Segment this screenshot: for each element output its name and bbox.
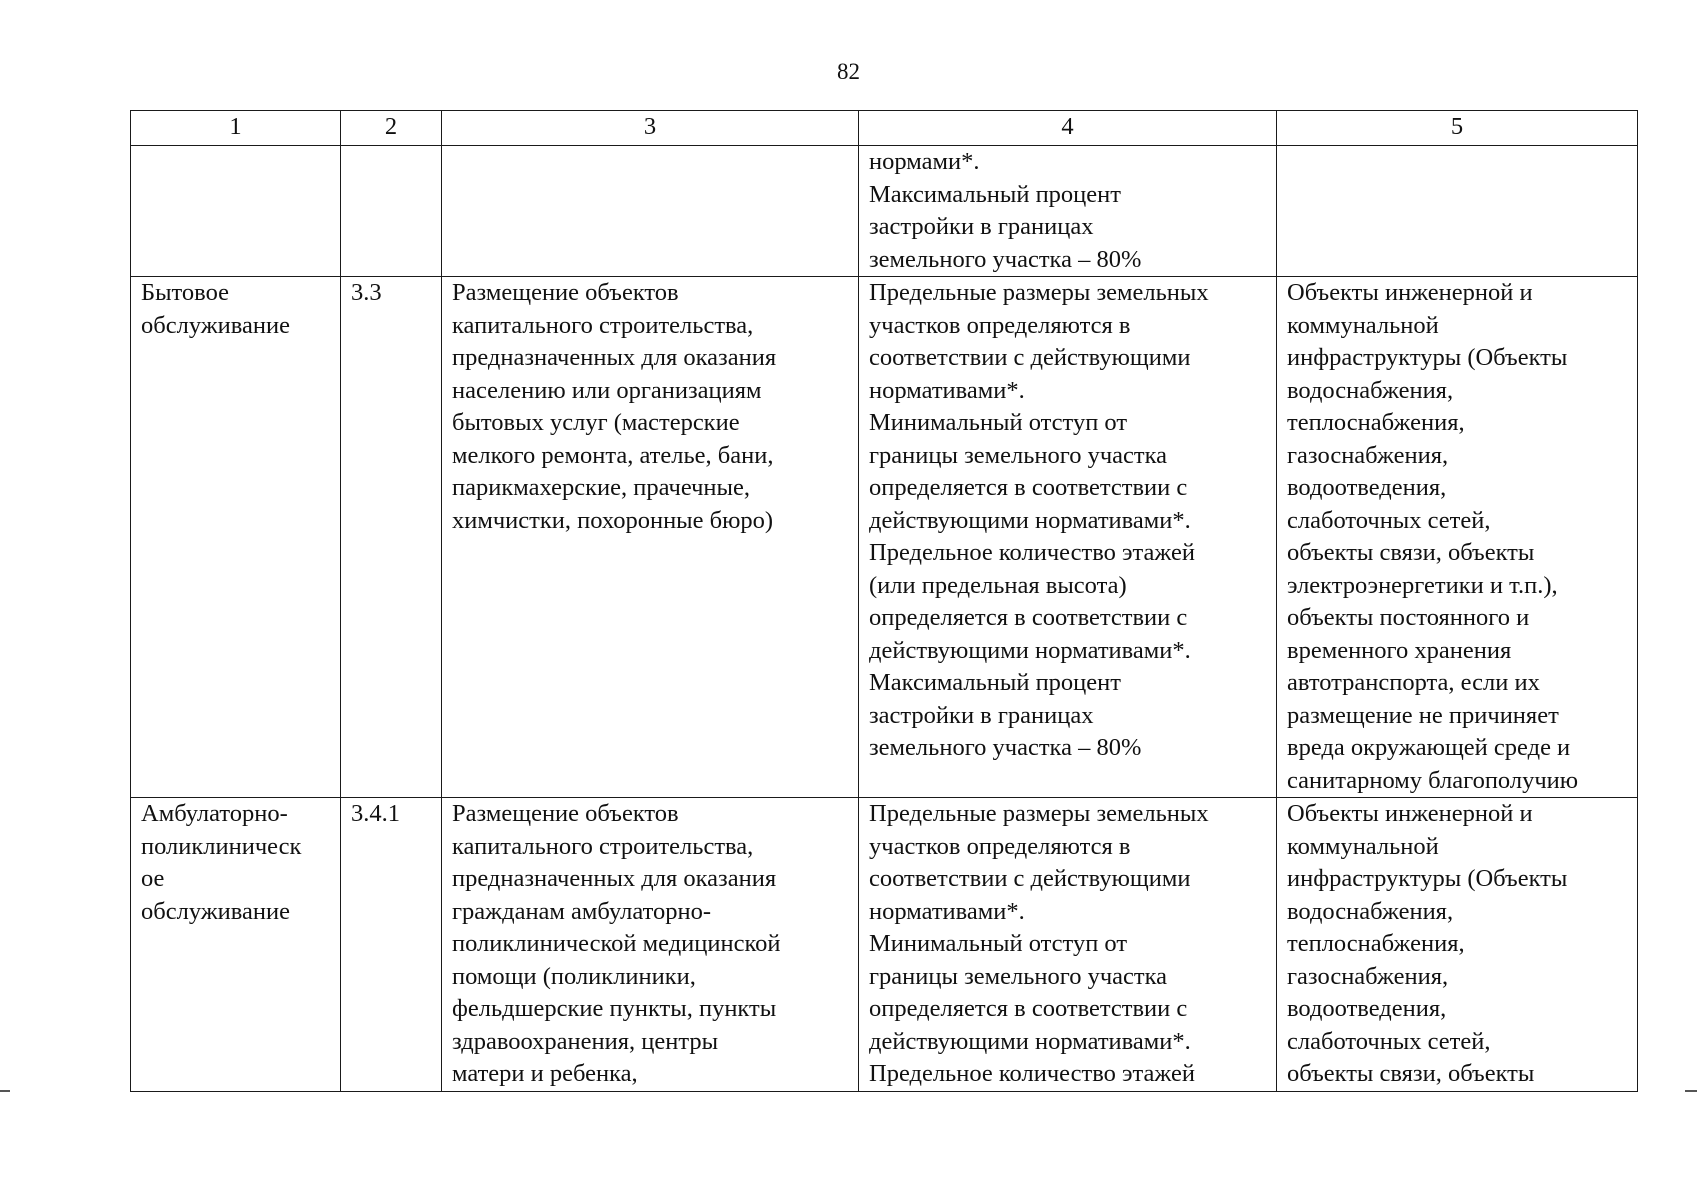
text-line: населению или организациям: [452, 376, 762, 404]
text-line: мелкого ремонта, ателье, бани,: [452, 441, 774, 469]
text-line: водоотведения,: [1287, 995, 1447, 1022]
text-line: определяется в соответствии с: [869, 995, 1188, 1022]
text-line: нормативами*.: [869, 376, 1025, 404]
text-line: Предельное количество этажей: [869, 1060, 1195, 1087]
cell-allowed-objects: [1277, 798, 1638, 1092]
text-line: коммунальной: [1287, 832, 1439, 860]
text-line: поликлиническ: [141, 832, 302, 860]
cell-use-code: [341, 146, 442, 277]
cell-use-code: [341, 277, 442, 798]
cell-parameters: [859, 798, 1277, 1092]
text-line: слаботочных сетей,: [1287, 1027, 1491, 1055]
text-line: 3.4.1: [351, 800, 400, 827]
text-line: капитального строительства,: [452, 311, 754, 339]
text-line: объекты постоянного и: [1287, 604, 1530, 631]
text-line: Бытовое: [141, 279, 229, 306]
scan-edge-mark-right: [1685, 1090, 1697, 1092]
text-line: газоснабжения,: [1287, 441, 1449, 469]
text-line: инфраструктуры (Объекты: [1287, 344, 1568, 371]
text-line: Размещение объектов: [452, 800, 679, 827]
text-line: парикмахерские, прачечные,: [452, 474, 750, 501]
text-line: действующими нормативами*.: [869, 506, 1191, 534]
cell-parameters: [859, 146, 1277, 277]
text-line: газоснабжения,: [1287, 962, 1449, 990]
text-line: водоснабжения,: [1287, 376, 1454, 404]
scan-edge-mark-left: [0, 1090, 10, 1092]
text-line: размещение не причиняет: [1287, 701, 1559, 729]
text-line: Максимальный процент: [869, 669, 1121, 696]
text-line: определяется в соответствии с: [869, 474, 1188, 501]
cell-use-name: [131, 277, 341, 798]
cell-use-description: [442, 798, 859, 1092]
cell-allowed-objects: [1277, 277, 1638, 798]
column-header-1: 1: [131, 111, 341, 146]
text-line: участков определяются в: [869, 311, 1131, 339]
text-line: земельного участка – 80%: [869, 245, 1142, 273]
table-row: [131, 798, 1638, 1092]
text-line: земельного участка – 80%: [869, 734, 1142, 761]
text-line: фельдшерские пункты, пункты: [452, 995, 777, 1022]
cell-use-name: [131, 798, 341, 1092]
text-line: Предельные размеры земельных: [869, 279, 1209, 306]
text-line: Минимальный отступ от: [869, 930, 1128, 957]
text-line: гражданам амбулаторно-: [452, 897, 712, 925]
text-line: Предельное количество этажей: [869, 539, 1195, 566]
column-header-2: 2: [341, 111, 442, 146]
text-line: помощи (поликлиники,: [452, 962, 696, 990]
column-header-3: 3: [442, 111, 859, 146]
text-line: предназначенных для оказания: [452, 865, 777, 892]
table-row: [131, 277, 1638, 798]
text-line: Размещение объектов: [452, 279, 679, 306]
text-line: Объекты инженерной и: [1287, 279, 1533, 306]
text-line: Предельные размеры земельных: [869, 800, 1209, 827]
text-line: объекты связи, объекты: [1287, 1060, 1535, 1087]
text-line: застройки в границах: [869, 213, 1094, 240]
text-line: водоотведения,: [1287, 474, 1447, 501]
text-line: санитарному благополучию: [1287, 766, 1579, 794]
text-line: Амбулаторно-: [141, 800, 288, 827]
text-line: определяется в соответствии с: [869, 604, 1188, 631]
text-line: нормами*.: [869, 148, 980, 175]
text-line: обслуживание: [141, 311, 290, 339]
text-line: вреда окружающей среде и: [1287, 734, 1571, 761]
column-header-4: 4: [859, 111, 1277, 146]
text-line: капитального строительства,: [452, 832, 754, 860]
text-line: автотранспорта, если их: [1287, 669, 1540, 696]
text-line: бытовых услуг (мастерские: [452, 409, 740, 436]
text-line: поликлинической медицинской: [452, 930, 781, 957]
text-line: здравоохранения, центры: [452, 1027, 719, 1055]
text-line: объекты связи, объекты: [1287, 539, 1535, 566]
text-line: участков определяются в: [869, 832, 1131, 860]
text-line: слаботочных сетей,: [1287, 506, 1491, 534]
table-row: [131, 146, 1638, 277]
text-line: предназначенных для оказания: [452, 344, 777, 371]
text-line: электроэнергетики и т.п.),: [1287, 571, 1558, 599]
text-line: границы земельного участка: [869, 962, 1168, 990]
cell-parameters: [859, 277, 1277, 798]
cell-allowed-objects: [1277, 146, 1638, 277]
text-line: ое: [141, 865, 165, 892]
text-line: водоснабжения,: [1287, 897, 1454, 925]
text-line: химчистки, похоронные бюро): [452, 506, 774, 534]
text-line: нормативами*.: [869, 897, 1025, 925]
text-line: действующими нормативами*.: [869, 1027, 1191, 1055]
cell-use-description: [442, 146, 859, 277]
page-number: 82: [837, 59, 860, 84]
text-line: действующими нормативами*.: [869, 636, 1191, 664]
text-line: застройки в границах: [869, 701, 1094, 729]
text-line: границы земельного участка: [869, 441, 1168, 469]
text-line: 3.3: [351, 279, 382, 306]
text-line: теплоснабжения,: [1287, 409, 1465, 436]
cell-use-name: [131, 146, 341, 277]
text-line: соответствии с действующими: [869, 344, 1191, 371]
text-line: (или предельная высота): [869, 571, 1127, 599]
cell-use-description: [442, 277, 859, 798]
cell-use-code: [341, 798, 442, 1092]
column-header-5: 5: [1277, 111, 1638, 146]
text-line: обслуживание: [141, 897, 290, 925]
text-line: соответствии с действующими: [869, 865, 1191, 892]
text-line: Минимальный отступ от: [869, 409, 1128, 436]
table-header-row: [131, 111, 1638, 146]
text-line: инфраструктуры (Объекты: [1287, 865, 1568, 892]
zoning-table: [130, 110, 1638, 1092]
text-line: Объекты инженерной и: [1287, 800, 1533, 827]
text-line: коммунальной: [1287, 311, 1439, 339]
text-line: Максимальный процент: [869, 180, 1121, 208]
text-line: теплоснабжения,: [1287, 930, 1465, 957]
text-line: матери и ребенка,: [452, 1060, 638, 1087]
text-line: временного хранения: [1287, 636, 1512, 664]
